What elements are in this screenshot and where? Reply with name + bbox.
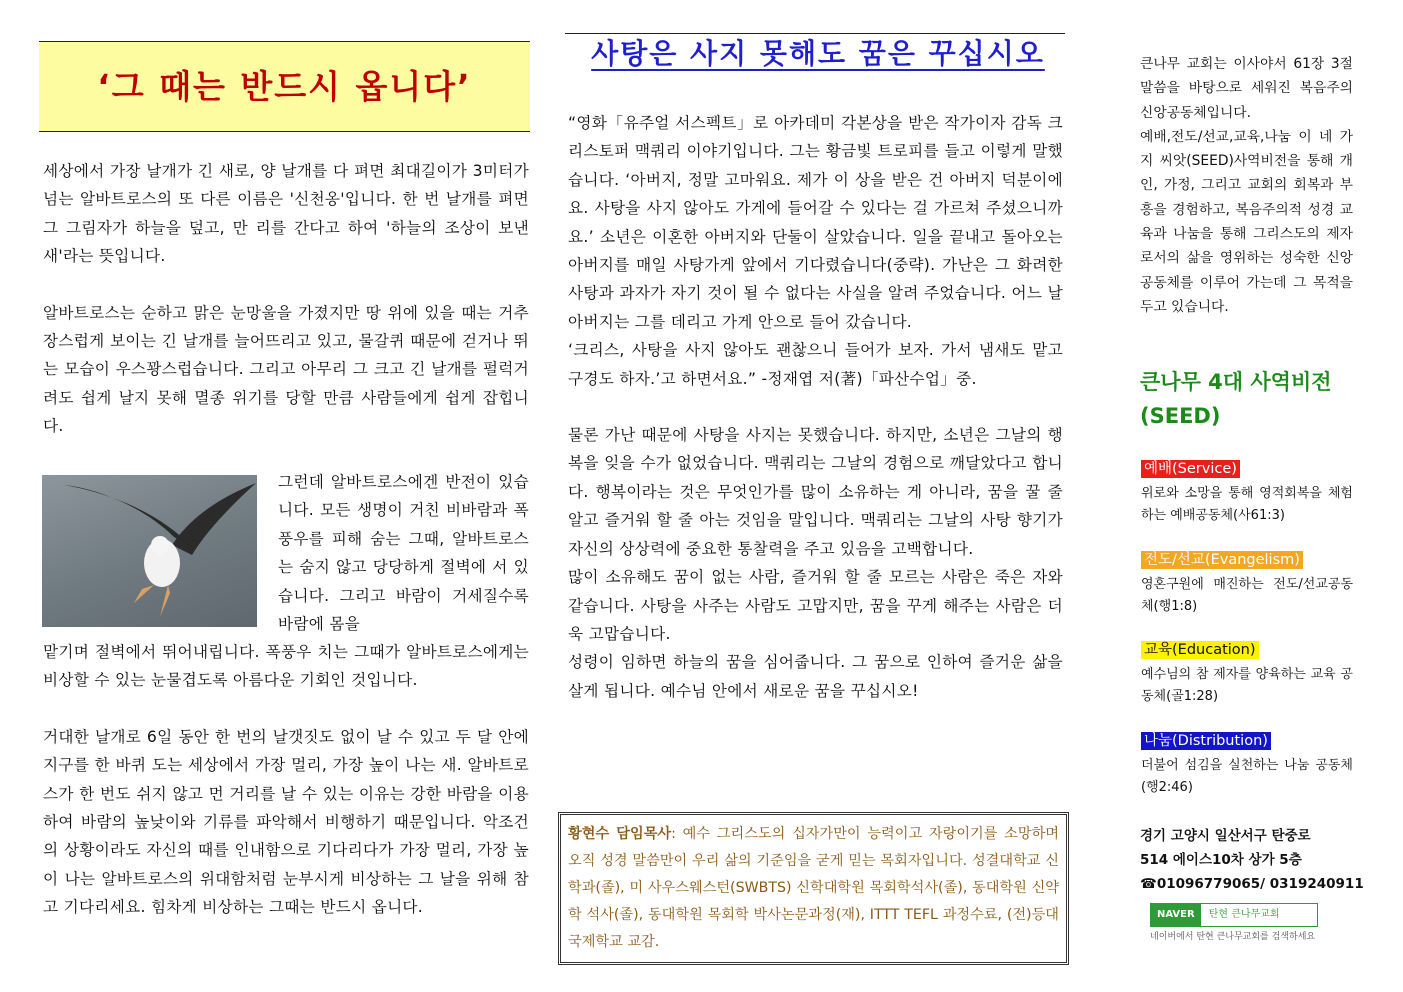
middle-headline-text: 사탕은 사지 못해도 꿈은 꾸십시오 — [591, 37, 1045, 70]
middle-article — [568, 109, 1063, 705]
albatross-photo — [42, 475, 257, 627]
vision-title-line-1: 큰나무 4대 사역비전 — [1140, 370, 1332, 394]
left-article-wrap — [278, 468, 529, 638]
address-line-1: 경기 고양시 일산서구 탄중로 — [1140, 828, 1311, 844]
left-paragraph-4: 거대한 날개로 6일 동안 한 번의 날갯짓도 없이 날 수 있고 두 달 안에 지구를 한 바퀴 도는 세상에서 가장 멀리, 가장 높이 나는 새. 알바트로스가 한 번도 쉬지 않고 먼 거리를 날 수 있는 이유는 강한 바람을 이용하여 바람의 높낮이와 기류를 파악해서 비행하기 때문입니다. 악조건의 상황이라도 자신의 때를 인내함으로 기다리다가 가장 멀리, 가장 높이 나는 알바트로스의 위대함처럼 눈부시게 비상하는 그 날을 위해 참고 기다리세요. 힘차게 비상하는 그때는 반드시 옵니다. — [43, 727, 529, 917]
seed-desc-distribution: 더불어 섬김을 실천하는 나눔 공동체(행2:46) — [1141, 758, 1353, 795]
vision-title-line-2: (SEED) — [1140, 404, 1221, 428]
left-paragraph-2: 알바트로스는 순하고 맑은 눈망울을 가졌지만 땅 위에 있을 때는 거추장스럽게 보이는 긴 날개를 늘어뜨리고 있고, 물갈퀴 때문에 걷거나 뛰는 모습이 우스꽝스럽습니다. 그리고 아무리 그 크고 긴 날개를 펄럭거려도 쉽게 날지 못해 멸종 위기를 당할 만큼 사람들에게 쉽게 잡힙니다. — [43, 303, 529, 436]
church-intro — [1140, 52, 1353, 319]
seed-desc-evangelism: 영혼구원에 매진하는 전도/선교공동체(행1:8) — [1141, 577, 1353, 614]
vision-title — [1140, 365, 1370, 433]
seed-label-distribution: 나눔(Distribution) — [1141, 732, 1271, 750]
middle-paragraph-4: 많이 소유해도 꿈이 없는 사람, 즐거워 할 줄 모르는 사람은 죽은 자와 같습니다. 사탕을 사주는 사람도 고맙지만, 꿈을 꾸게 해주는 사람은 더욱 고맙습니다. — [568, 568, 1063, 643]
seed-desc-service: 위로와 소망을 통해 영적회복을 체험하는 예배공동체(사61:3) — [1141, 486, 1353, 523]
pastor-profile-box — [558, 812, 1069, 965]
seed-label-education: 교육(Education) — [1141, 641, 1259, 659]
left-paragraph-3a: 그런데 알바트로스에겐 반전이 있습니다. 모든 생명이 거친 비바람과 폭풍우를 피해 숨는 그때, 알바트로스는 숨지 않고 당당하게 절벽에 서 있습니다. 그리고 바람이 거세질수록 바람에 몸을 — [278, 473, 529, 634]
left-title: ‘그 때는 반드시 옵니다’ — [97, 67, 472, 106]
pastor-bio: : 예수 그리스도의 십자가만이 능력이고 자랑이기를 소망하며 오직 성경 말씀만이 우리 삶의 기준임을 굳게 믿는 목회자입니다. 성결대학교 신학과(졸), 미 사우스웨스턴(SWBTS) 신학대학원 목회학석사(졸), 동대학원 신약학 석사(졸), 동대학원 목회학 박사논문과정(재), ITTT TEFL 과정수료, (전)등대국제학교 교감. — [568, 826, 1059, 950]
left-article-top — [43, 157, 529, 441]
pastor-name: 황현수 담임목사 — [568, 826, 672, 842]
middle-headline — [573, 32, 1063, 72]
naver-logo: NAVER — [1151, 904, 1201, 926]
church-address — [1140, 824, 1370, 896]
middle-paragraph-2: ‘크리스, 사탕을 사지 않아도 괜찮으니 들어가 보자. 가서 냄새도 맡고 구경도 하자.’고 하면서요.” -정재엽 저(著)「파산수업」중. — [568, 341, 1063, 388]
middle-paragraph-1: “영화「유주얼 서스펙트」로 아카데미 각본상을 받은 작가이자 감독 크리스토퍼 맥쿼리 이야기입니다. 그는 황금빛 트로피를 들고 이렇게 말했습니다. ‘아버지, 정말 고마워요. 제가 이 상을 받은 건 아버지 덕분이에요. 사탕을 사지 않아도 가게에 들어갈 수 있다는 걸 가르쳐 주셨으니까요.’ 소년은 이혼한 아버지와 단둘이 살았습니다. 일을 끝내고 돌아오는 아버지를 매일 사탕가게 앞에서 기다렸습니다(중략). 가난은 그 화려한 사탕과 과자가 자기 것이 될 수 없다는 사실을 알려 주었습니다. 어느 날 아버지는 그를 데리고 가게 안으로 들어 갔습니다. — [568, 114, 1063, 331]
left-article-bottom — [43, 638, 529, 922]
middle-paragraph-5: 성령이 임하면 하늘의 꿈을 심어줍니다. 그 꿈으로 인하여 즐거운 삶을 살게 됩니다. 예수님 안에서 새로운 꿈을 꾸십시오! — [568, 653, 1063, 700]
left-paragraph-3b: 맡기며 절벽에서 뛰어내립니다. 폭풍우 치는 그때가 알바트로스에게는 비상할 수 있는 눈물겹도록 아름다운 기회인 것입니다. — [43, 643, 529, 690]
naver-badge-text: 탄현 큰나무교회 — [1208, 909, 1280, 920]
seed-label-evangelism: 전도/선교(Evangelism) — [1141, 551, 1303, 569]
address-line-2: 514 에이스10차 상가 5층 — [1140, 852, 1302, 868]
left-paragraph-1: 세상에서 가장 날개가 긴 새로, 양 날개를 다 펴면 최대길이가 3미터가 넘는 알바트로스의 또 다른 이름은 '신천옹'입니다. 한 번 날개를 펴면 그 그림자가 하늘을 덮고, 만 리를 간다고 하여 '하늘의 조상이 보낸 새'라는 뜻입니다. — [43, 162, 529, 266]
seed-label-service: 예배(Service) — [1141, 460, 1240, 478]
phone-number: ☎01096779065/ 0319240911 — [1140, 876, 1364, 892]
seed-desc-education: 예수님의 참 제자를 양육하는 교육 공동체(골1:28) — [1141, 667, 1353, 704]
naver-search-badge[interactable] — [1150, 903, 1318, 927]
church-intro-2: 예배,전도/선교,교육,나눔 이 네 가지 씨앗(SEED)사역비전을 통해 개인, 가정, 그리고 교회의 회복과 부흥을 경험하고, 복음주의적 성경 교육과 나눔을 통해 그리스도의 제자로서의 삶을 영위하는 성숙한 신앙공동체를 이루어 가는데 그 목적을 두고 있습니다. — [1140, 128, 1353, 315]
naver-search-caption: 네이버에서 탄현 큰나무교회를 검색하세요 — [1150, 932, 1316, 942]
left-title-box — [39, 41, 530, 132]
pastor-profile — [568, 821, 1059, 956]
albatross-illustration — [42, 475, 257, 627]
middle-paragraph-3: 물론 가난 때문에 사탕을 사지는 못했습니다. 하지만, 소년은 그날의 행복을 잊을 수가 없었습니다. 맥쿼리는 그날의 경험으로 깨달았다고 합니다. 행복이라는 것은 무엇인가를 많이 소유하는 게 아니라, 꿈을 꿀 줄 알고 즐거워 할 줄 아는 것임을 말입니다. 맥쿼리는 그날의 사탕 향기가 자신의 상상력에 중요한 통찰력을 주고 있음을 고백합니다. — [568, 426, 1063, 558]
church-intro-1: 큰나무 교회는 이사야서 61장 3절 말씀을 바탕으로 세워진 복음주의 신앙공동체입니다. — [1140, 56, 1353, 121]
